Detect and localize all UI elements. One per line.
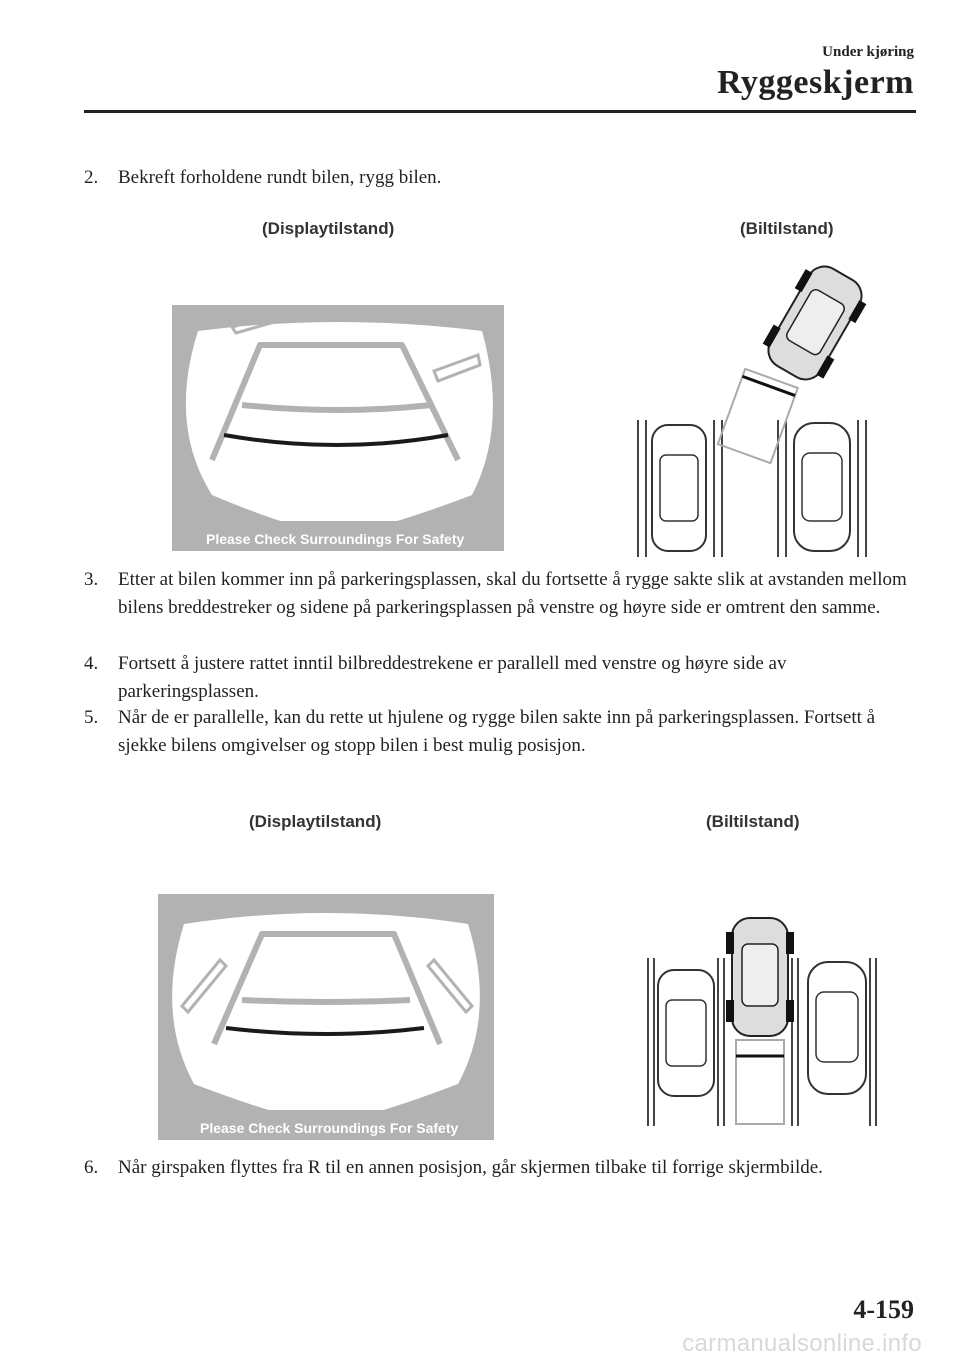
figure-1-car-diagram — [630, 265, 890, 557]
step-number: 5. — [84, 707, 99, 728]
figure-1-car-label: (Biltilstand) — [740, 219, 834, 238]
step-5 — [84, 704, 914, 760]
step-number: 6. — [84, 1157, 99, 1178]
step-4 — [84, 650, 914, 706]
figure-2-display-label: (Displaytilstand) — [249, 812, 382, 831]
page-number: 4-159 — [853, 1295, 914, 1324]
step-text: Bekreft forholdene rundt bilen, rygg bilen. — [118, 167, 442, 188]
step-number: 3. — [84, 569, 99, 590]
watermark: carmanualsonline.info — [682, 1330, 922, 1357]
step-number: 4. — [84, 653, 99, 674]
header-divider — [84, 110, 916, 113]
step-text: Fortsett å justere rattet inntil bilbreddestrekene er parallell med venstre og høyre side av parkeringsplassen. — [118, 653, 787, 702]
figure-2-car-diagram — [632, 912, 884, 1126]
figure-2-car-label: (Biltilstand) — [706, 812, 800, 831]
figure-2-screen-caption: Please Check Surroundings For Safety — [200, 1120, 459, 1136]
figure-1-camera-screen — [172, 305, 504, 551]
step-number: 2. — [84, 167, 99, 188]
step-text: Når girspaken flyttes fra R til en annen posisjon, går skjermen tilbake til forrige skjermbilde. — [118, 1157, 823, 1178]
figure-2-camera-screen — [158, 894, 494, 1140]
step-2 — [84, 164, 914, 192]
figure-1-display-label: (Displaytilstand) — [262, 219, 395, 238]
section-label: Under kjøring — [822, 44, 914, 60]
step-text: Etter at bilen kommer inn på parkeringsplassen, skal du fortsette å rygge sakte slik at avstanden mellom bilens breddestreker og sidene på parkeringsplassen på venstre og høyre side er omtrent den samme. — [118, 569, 907, 618]
page-title: Ryggeskjerm — [717, 64, 914, 101]
step-6 — [84, 1154, 914, 1182]
step-text: Når de er parallelle, kan du rette ut hjulene og rygge bilen sakte inn på parkeringsplassen. Fortsett å sjekke bilens omgivelser og stopp bilen i best mulig posisjon. — [118, 707, 876, 756]
step-3 — [84, 566, 914, 622]
figure-1-screen-caption: Please Check Surroundings For Safety — [206, 531, 465, 547]
